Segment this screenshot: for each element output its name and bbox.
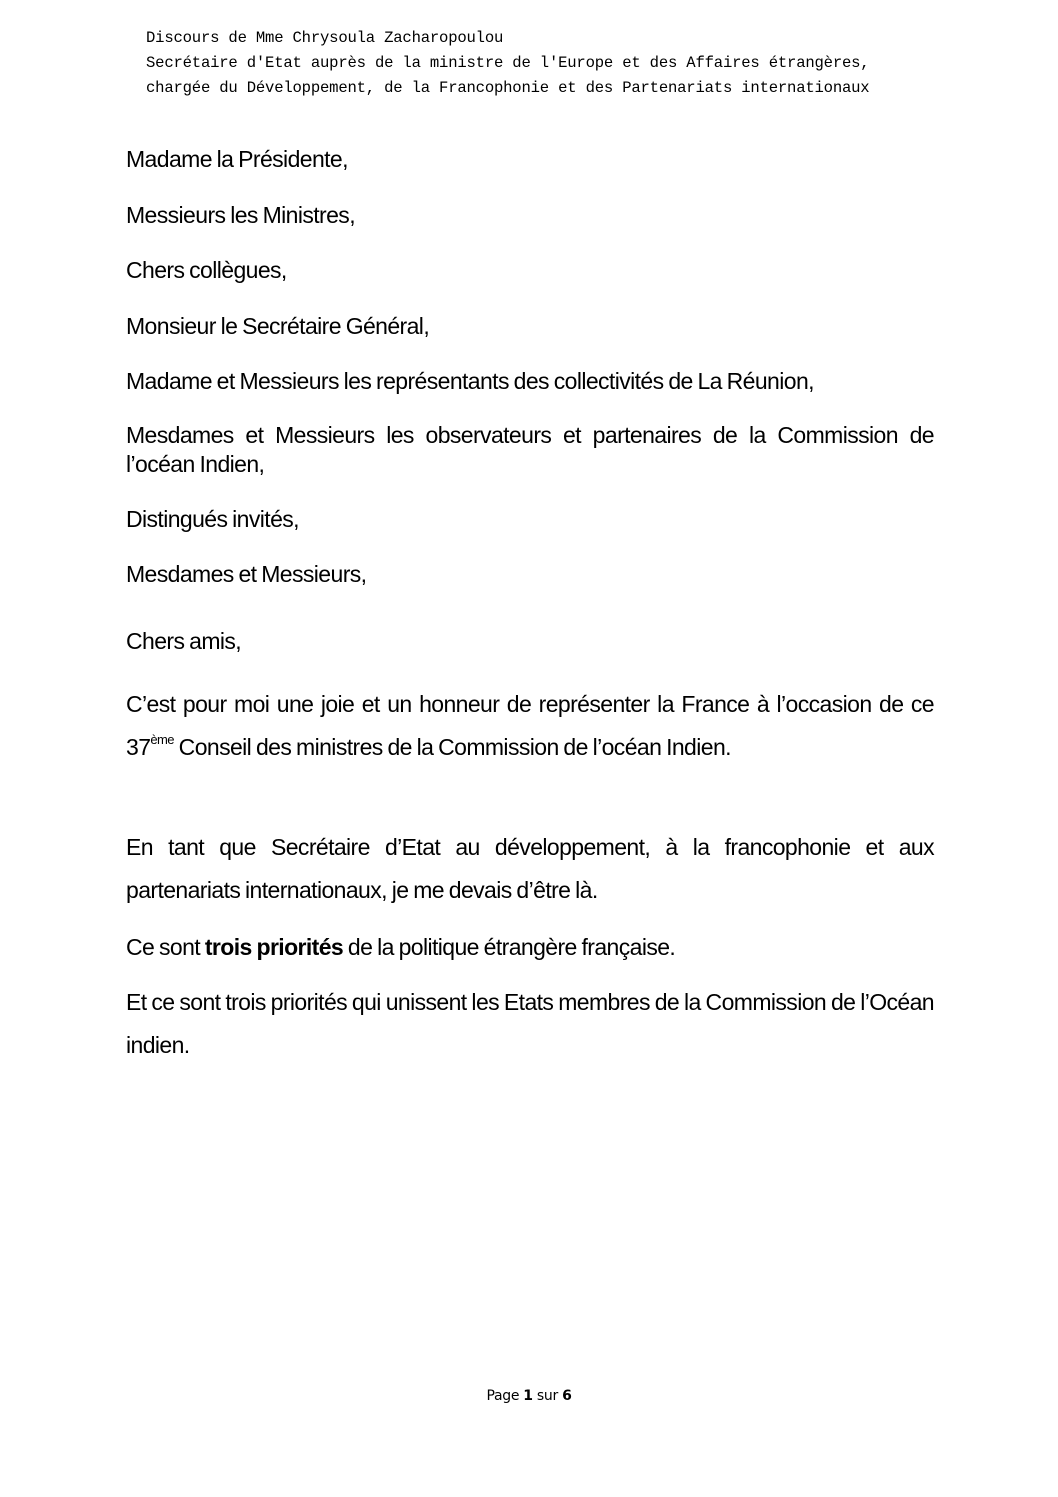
footer-page-word: Page [486,1388,520,1404]
paragraph-priorities [126,933,934,962]
document-header [146,26,869,101]
salutation: Messieurs les Ministres, [126,202,355,228]
paragraph-member-states: Et ce sont trois priorités qui unissent les Etats membres de la Commission de l’Océan indien. [126,989,934,1058]
ordinal-suffix: ème [150,732,174,747]
paragraph-priorities-end: de la politique étrangère française. [343,934,676,960]
salutation: Chers collègues, [126,257,287,283]
paragraph-intro [126,683,934,769]
salutation: Distingués invités, [126,506,299,532]
paragraph-intro-text-end: Conseil des ministres de la Commission de l’océan Indien. [173,734,731,760]
footer-current-page: 1 [523,1388,533,1404]
page-footer [0,1388,1058,1404]
emphasis-priorities: trois priorités [204,934,344,960]
salutation: Madame et Messieurs les représentants des collectivités de La Réunion, [126,368,814,394]
header-title: Secrétaire d'Etat auprès de la ministre de l'Europe et des Affaires étrangères, [146,54,870,72]
paragraph-priorities-start: Ce sont [126,934,205,960]
header-portfolio: chargée du Développement, de la Francophonie et des Partenariats internationaux [146,79,870,97]
paragraph-role: En tant que Secrétaire d’Etat au développement, à la francophonie et aux partenariats internationaux, je me devais d’être là. [126,834,934,903]
salutation: Chers amis, [126,628,242,654]
salutation: Mesdames et Messieurs, [126,561,367,587]
paragraph-intro-text: C’est pour moi une joie et un honneur de représenter la France à l’occasion de ce 37 [126,691,934,760]
salutation: Mesdames et Messieurs les observateurs et partenaires de la Commission de l’océan Indien, [126,422,934,477]
salutation: Madame la Présidente, [126,146,348,172]
salutation: Monsieur le Secrétaire Général, [126,313,430,339]
header-speaker: Discours de Mme Chrysoula Zacharopoulou [146,29,504,47]
footer-total-pages: 6 [562,1388,572,1404]
footer-sur-word: sur [536,1388,558,1404]
